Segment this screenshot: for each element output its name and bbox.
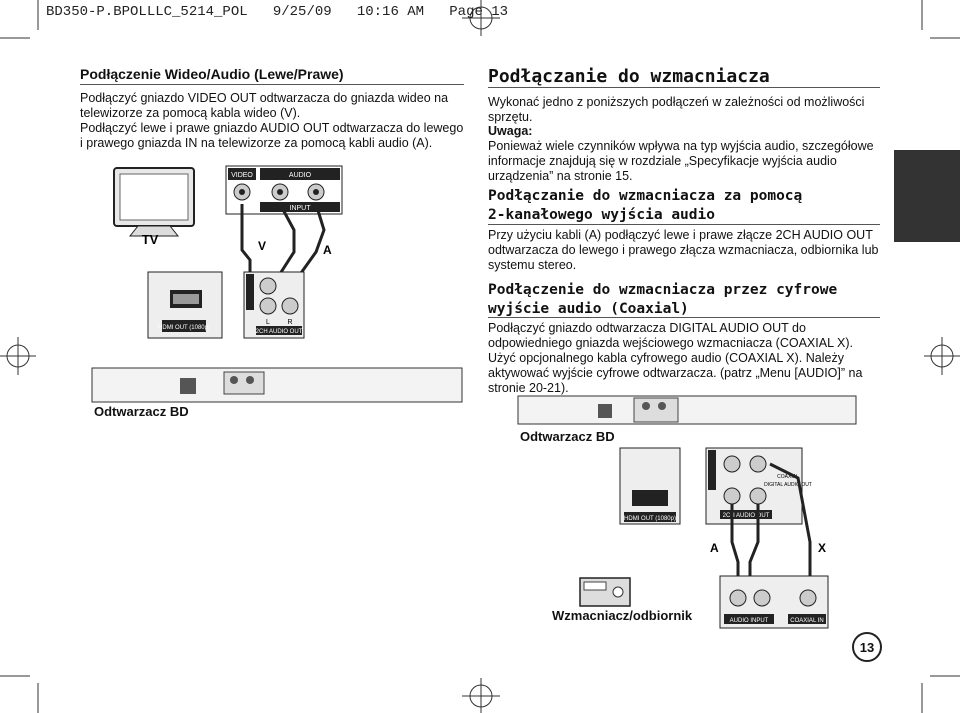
audio-out-label: 2CH AUDIO OUT	[255, 329, 303, 335]
coaxial-port-label: COAXIAL	[777, 474, 799, 480]
note-label: Uwaga:	[488, 124, 533, 138]
right-player-caption: Odtwarzacz BD	[520, 429, 615, 444]
right-title-rule	[488, 87, 880, 88]
left-section-title: Podłączenie Wideo/Audio (Lewe/Prawe)	[80, 66, 344, 82]
subsection-coaxial-rule	[488, 317, 880, 318]
subsection-2ch-rule	[488, 224, 880, 225]
cable-v-label: V	[258, 239, 267, 253]
coaxial-in-label: COAXIAL IN	[790, 618, 824, 624]
left-r-label: R	[287, 319, 293, 326]
amplifier-illustration	[580, 578, 630, 606]
digital-audio-out-label: DIGITAL AUDIO OUT	[764, 482, 812, 488]
left-title-rule	[80, 84, 464, 85]
cable-x-label: X	[818, 541, 827, 555]
tv-label: TV	[141, 232, 159, 247]
left-paragraph-video: Podłączyć gniazdo VIDEO OUT odtwarzacza do gniazda wideo na telewizorze za pomocą kabla wideo (V).	[80, 91, 449, 120]
cable-a-label-right: A	[710, 541, 719, 555]
hdmi-out-label: HDMI OUT (1080p)	[158, 325, 210, 331]
tv-illustration	[114, 168, 194, 236]
left-player-caption: Odtwarzacz BD	[94, 404, 189, 419]
right-audio-out-label: 2CH AUDIO OUT	[722, 513, 770, 519]
input-panel-label: INPUT	[289, 205, 311, 212]
cable-a-label: A	[323, 243, 332, 257]
tv-connection-diagram	[80, 160, 470, 420]
left-l-label: L	[266, 319, 270, 326]
print-header: BD350-P.BPOLLLC_5214_POL 9/25/09 10:16 AM Page 13	[46, 4, 509, 20]
side-tab	[894, 150, 960, 242]
subsection-2ch-text: Przy użyciu kabli (A) podłączyć lewe i prawe złącze 2CH AUDIO OUT odtwarzacza do lewego i prawego złącza wzmacniacza, odbiornika lub systemu stereo.	[488, 228, 879, 272]
right-section-title: Podłączanie do wzmacniacza	[488, 66, 770, 87]
page-number: 13	[859, 639, 875, 655]
page-number-badge	[852, 632, 882, 662]
amplifier-caption: Wzmacniacz/odbiornik	[552, 608, 693, 623]
left-paragraph-audio: Podłączyć lewe i prawe gniazdo AUDIO OUT odtwarzacza do lewego i prawego gniazda IN na telewizorze za pomocą kabli audio (A).	[80, 121, 464, 150]
right-intro: Wykonać jedno z poniższych podłączeń w zależności od możliwości sprzętu.	[488, 95, 865, 124]
amplifier-connection-diagram	[510, 392, 860, 632]
video-panel-label: VIDEO	[231, 172, 253, 179]
audio-panel-label: AUDIO	[288, 172, 312, 179]
subsection-2ch-title: Podłączanie do wzmacniacza za pomocą 2-kanałowego wyjścia audio	[488, 188, 803, 223]
right-hdmi-label: HDMI OUT (1080p)	[624, 516, 676, 522]
audio-input-label: AUDIO INPUT	[729, 618, 769, 624]
subsection-coaxial-title: Podłączenie do wzmacniacza przez cyfrowe wyjście audio (Coaxial)	[488, 282, 838, 317]
note-text: Ponieważ wiele czynników wpływa na typ wyjścia audio, szczegółowe informacje znajdują się w rozdziale „Specyfikacje wyjścia audio urządzenia” na stronie 15.	[488, 139, 874, 183]
subsection-coaxial-text: Podłączyć gniazdo odtwarzacza DIGITAL AUDIO OUT do odpowiedniego gniazda wejściowego wzmacniacza (COAXIAL X). Użyć opcjonalnego kabla cyfrowego audio (COAXIAL X). Należy aktywować wyjście cyfrowe odtwarzacza. (patrz „Menu [AUDIO]” na stronie 20-21).	[488, 321, 863, 395]
